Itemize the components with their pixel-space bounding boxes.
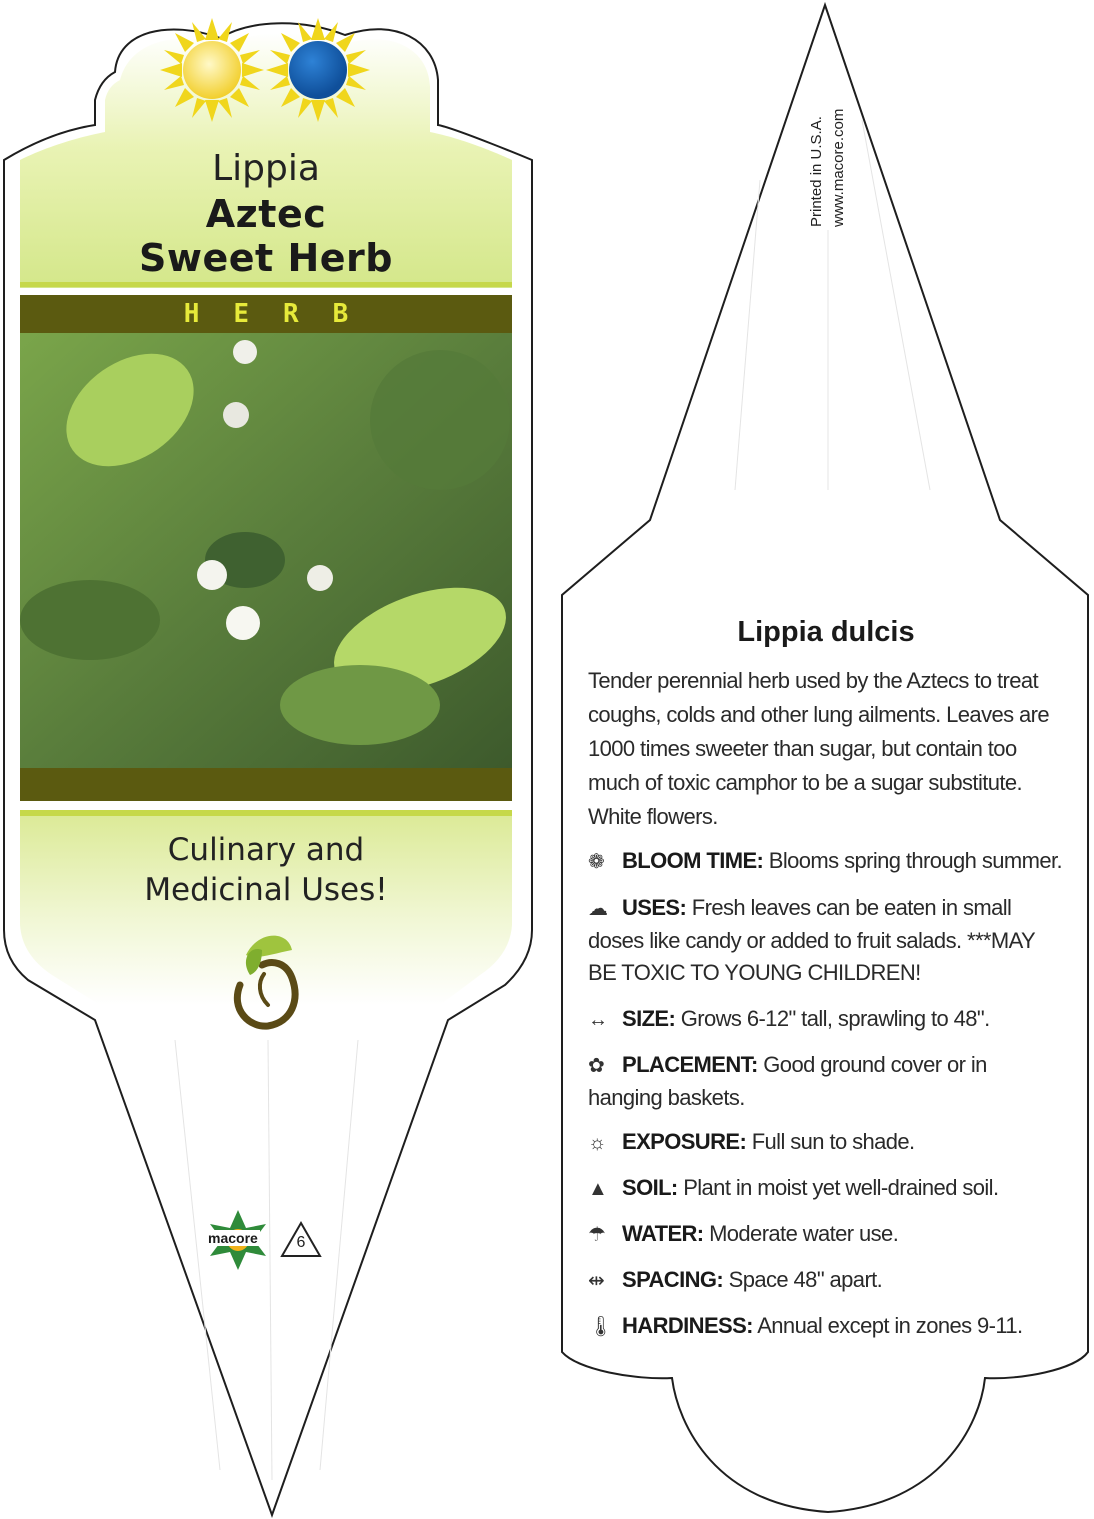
sun-icon: ☼ <box>588 1132 606 1154</box>
printed-info <box>808 62 847 227</box>
watering-can-icon: ☂ <box>588 1224 606 1246</box>
common-name-line3: Sweet Herb <box>139 236 393 280</box>
attribute-label: SPACING: <box>622 1267 724 1292</box>
attribute-label: PLACEMENT: <box>622 1052 758 1077</box>
attribute-label: EXPOSURE: <box>622 1129 747 1154</box>
attribute-value: Annual except in zones 9-11. <box>757 1313 1023 1338</box>
flower-icon: ❁ <box>588 851 605 873</box>
attribute-value: Blooms spring through summer. <box>768 848 1062 873</box>
attribute-value: Full sun to shade. <box>751 1129 915 1154</box>
thermometer-icon: 🌡 <box>588 1316 613 1338</box>
attribute-label: SIZE: <box>622 1006 676 1031</box>
attribute-hardiness <box>588 1310 1066 1343</box>
shade-icon <box>266 18 370 122</box>
soil-icon: ▲ <box>588 1178 608 1200</box>
plant-photo <box>20 331 520 768</box>
attribute-value: Fresh leaves can be eaten in small doses like candy or added to fruit salads. ***MAY BE TOXIC TO YOUNG CHILDREN! <box>588 895 1035 985</box>
attribute-exposure <box>588 1126 1066 1159</box>
common-name-line1: Lippia <box>212 148 320 189</box>
category-label: HERB <box>183 299 383 329</box>
attribute-label: SOIL: <box>622 1175 678 1200</box>
attribute-label: HARDINESS: <box>622 1313 753 1338</box>
attribute-water <box>588 1218 1066 1251</box>
attribute-placement <box>588 1049 1066 1114</box>
tagline-line1: Culinary and <box>167 832 365 868</box>
attribute-value: Good ground cover or in hanging baskets. <box>588 1052 987 1110</box>
spacing-icon: ⇹ <box>588 1270 605 1292</box>
tagline-line2: Medicinal Uses! <box>144 872 388 908</box>
full-sun-icon <box>160 18 264 122</box>
attribute-value: Grows 6-12" tall, sprawling to 48". <box>680 1006 990 1031</box>
tagline <box>60 830 472 910</box>
attribute-spacing <box>588 1264 1066 1297</box>
scientific-name: Lippia dulcis <box>737 616 915 648</box>
placement-icon: ✿ <box>588 1055 605 1077</box>
attribute-value: Space 48" apart. <box>728 1267 883 1292</box>
recycle-code: 6 <box>296 1234 306 1251</box>
chef-hat-icon: ☁ <box>588 898 608 920</box>
brand-name: macore <box>208 1230 258 1246</box>
attribute-soil <box>588 1172 1066 1205</box>
attribute-value: Moderate water use. <box>709 1221 899 1246</box>
printed-in: Printed in U.S.A. <box>808 116 825 227</box>
attribute-size <box>588 1003 1066 1036</box>
website: www.macore.com <box>830 108 847 227</box>
attribute-label: USES: <box>622 895 687 920</box>
size-icon: ↔ <box>588 1009 608 1031</box>
common-name-line2: Aztec <box>205 192 327 236</box>
attribute-uses <box>588 892 1066 989</box>
attribute-bloom-time <box>588 845 1066 878</box>
attribute-value: Plant in moist yet well-drained soil. <box>683 1175 999 1200</box>
attribute-label: WATER: <box>622 1221 704 1246</box>
plant-description: Tender perennial herb used by the Aztecs to treat coughs, colds and other lung ailments. Leaves are 1000 times sweeter than sugar, but contain too much of toxic camphor to be a sugar substitute. White flowers. <box>588 668 1050 829</box>
attribute-label: BLOOM TIME: <box>622 848 764 873</box>
